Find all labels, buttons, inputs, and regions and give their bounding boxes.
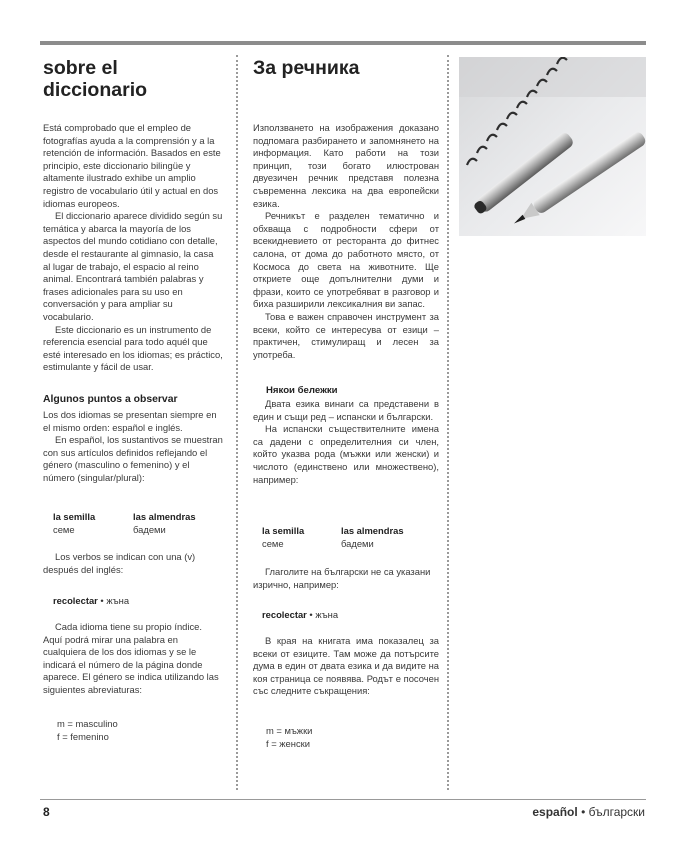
bg-example-1-translation: семе bbox=[262, 538, 284, 549]
es-verb-term: recolectar bbox=[53, 595, 98, 606]
es-verb-translation: жъна bbox=[106, 595, 130, 606]
es-paragraph-7: Cada idioma tiene su propio índice. Aquí podrá mirar una palabra en cualquiera de los dos idiomas y se le indicará el número de la página donde aparece. El género se indica utilizando las siguientes abreviaturas: bbox=[43, 621, 219, 695]
bg-verb-translation: жъна bbox=[315, 609, 339, 620]
es-intro bbox=[43, 122, 223, 374]
bulgarian-title: За речника bbox=[253, 57, 360, 79]
bg-paragraph-2: Речникът е разделен тематично и обхваща с подробности сфери от всекидневието от ресторанта до фитнес салона, от дома до работното място, от Космоса до света на животните. Ще откриете още допълнителни думи и фрази, които се употребяват в разговор и биха разширили лексикалния ви запас. bbox=[253, 210, 439, 310]
bg-example-2-term: las almendras bbox=[341, 525, 404, 536]
es-abbreviations bbox=[57, 718, 118, 743]
bg-notes bbox=[253, 398, 439, 486]
bg-abbr-masculine: m = мъжки bbox=[266, 725, 313, 736]
es-example-1-term: la semilla bbox=[53, 511, 96, 522]
es-paragraph-5: En español, los sustantivos se muestran con sus artículos definidos reflejando el género (masculino o femenino) y el número (singular/plural): bbox=[43, 434, 223, 483]
es-example-2 bbox=[133, 510, 196, 536]
es-paragraph-6: Los verbos se indican con una (v) después del inglés: bbox=[43, 551, 196, 575]
bg-paragraph-3: Това е важен справочен инструмент за всеки, който се интересува от езици – практичен, стимулиращ и лесен за употреба. bbox=[253, 310, 439, 360]
es-example-2-term: las almendras bbox=[133, 511, 196, 522]
column-separator-left bbox=[236, 55, 238, 790]
es-paragraph-3: Este diccionario es un instrumento de referencia esencial para todo aquél que esté interesado en los idiomas; es práctico, estimulante y fácil de usar. bbox=[43, 323, 223, 373]
top-rule bbox=[40, 41, 646, 45]
es-example-1-translation: семе bbox=[53, 524, 75, 535]
es-example-1 bbox=[53, 510, 95, 536]
es-abbr-masculine: m = masculino bbox=[57, 718, 118, 729]
bg-subheading: Някои бележки bbox=[266, 385, 338, 396]
bottom-rule bbox=[40, 799, 646, 800]
es-verb-example bbox=[53, 595, 129, 606]
es-subheading: Algunos puntos a observar bbox=[43, 394, 178, 405]
bg-example-2-translation: бадеми bbox=[341, 538, 374, 549]
bg-paragraph-7: В края на книгата има показалец за всеки от езиците. Там може да потърсите дума в един от двата езика и да видите на коя страница се появява. Родът е посочен със следните съкращения: bbox=[253, 635, 439, 697]
bg-example-1-term: la semilla bbox=[262, 525, 305, 536]
es-notes bbox=[43, 409, 223, 485]
bg-paragraph-1: Използването на изображения доказано подпомага разбирането и запомнянето на информация. Като работи на този принцип, този богато илюстрован двуезичен речник представя полезна съвременна лексика на два европейски езика. bbox=[253, 122, 439, 209]
bg-paragraph-6: Глаголите на български не са указани изрично, например: bbox=[253, 566, 431, 590]
bg-example-2 bbox=[341, 524, 404, 550]
bg-paragraph-4: Двата езика винаги са представени в един и същи ред – испански и български. bbox=[253, 398, 439, 422]
language-spanish: español bbox=[532, 805, 578, 819]
es-paragraph-1: Está comprobado que el empleo de fotografías ayuda a la comprensión y a la retención de información. Basados en este principio, este diccionario bilingüe y altamente ilustrado exhibe un amplio registro de vocabulario útil y actual en dos idiomas europeos. bbox=[43, 122, 221, 209]
bg-abbreviations bbox=[266, 725, 312, 750]
bg-verb-note bbox=[253, 566, 439, 591]
bg-paragraph-5: На испански съществителните имена са дадени с определителния си член, който указва рода (мъжки или женски) и числото (единствено или множествено), например: bbox=[253, 423, 439, 485]
es-index-note bbox=[43, 621, 223, 697]
es-paragraph-4: Los dos idiomas se presentan siempre en el mismo orden: español e inglés. bbox=[43, 409, 217, 433]
pen-notebook-photo bbox=[459, 57, 646, 236]
bg-verb-example bbox=[262, 609, 338, 620]
spanish-title: sobre el diccionario bbox=[43, 57, 148, 101]
es-example-2-translation: бадеми bbox=[133, 524, 166, 535]
bg-index-note bbox=[253, 635, 439, 698]
bg-abbr-feminine: f = женски bbox=[266, 737, 310, 749]
es-verb-note bbox=[43, 551, 223, 576]
es-paragraph-2: El diccionario aparece dividido según su temática y abarca la mayoría de los aspectos del mundo cotidiano con detalle, desde el restaurante al gimnasio, la casa al lugar de trabajo, el espacio al reino animal. Encontrará también palabras y frases adicionales para su uso en conversación y para ampliar su vocabulario. bbox=[43, 210, 223, 322]
language-pair-label bbox=[532, 805, 645, 819]
es-verb-separator: • bbox=[97, 595, 107, 606]
bg-example-1 bbox=[262, 524, 304, 550]
language-separator: • bbox=[577, 805, 589, 819]
bg-intro bbox=[253, 122, 439, 361]
bg-verb-separator: • bbox=[306, 609, 316, 620]
column-separator-right bbox=[447, 55, 449, 790]
es-abbr-feminine: f = femenino bbox=[57, 730, 109, 742]
page-number: 8 bbox=[43, 805, 50, 819]
bg-verb-term: recolectar bbox=[262, 609, 307, 620]
language-bulgarian: български bbox=[588, 805, 645, 819]
